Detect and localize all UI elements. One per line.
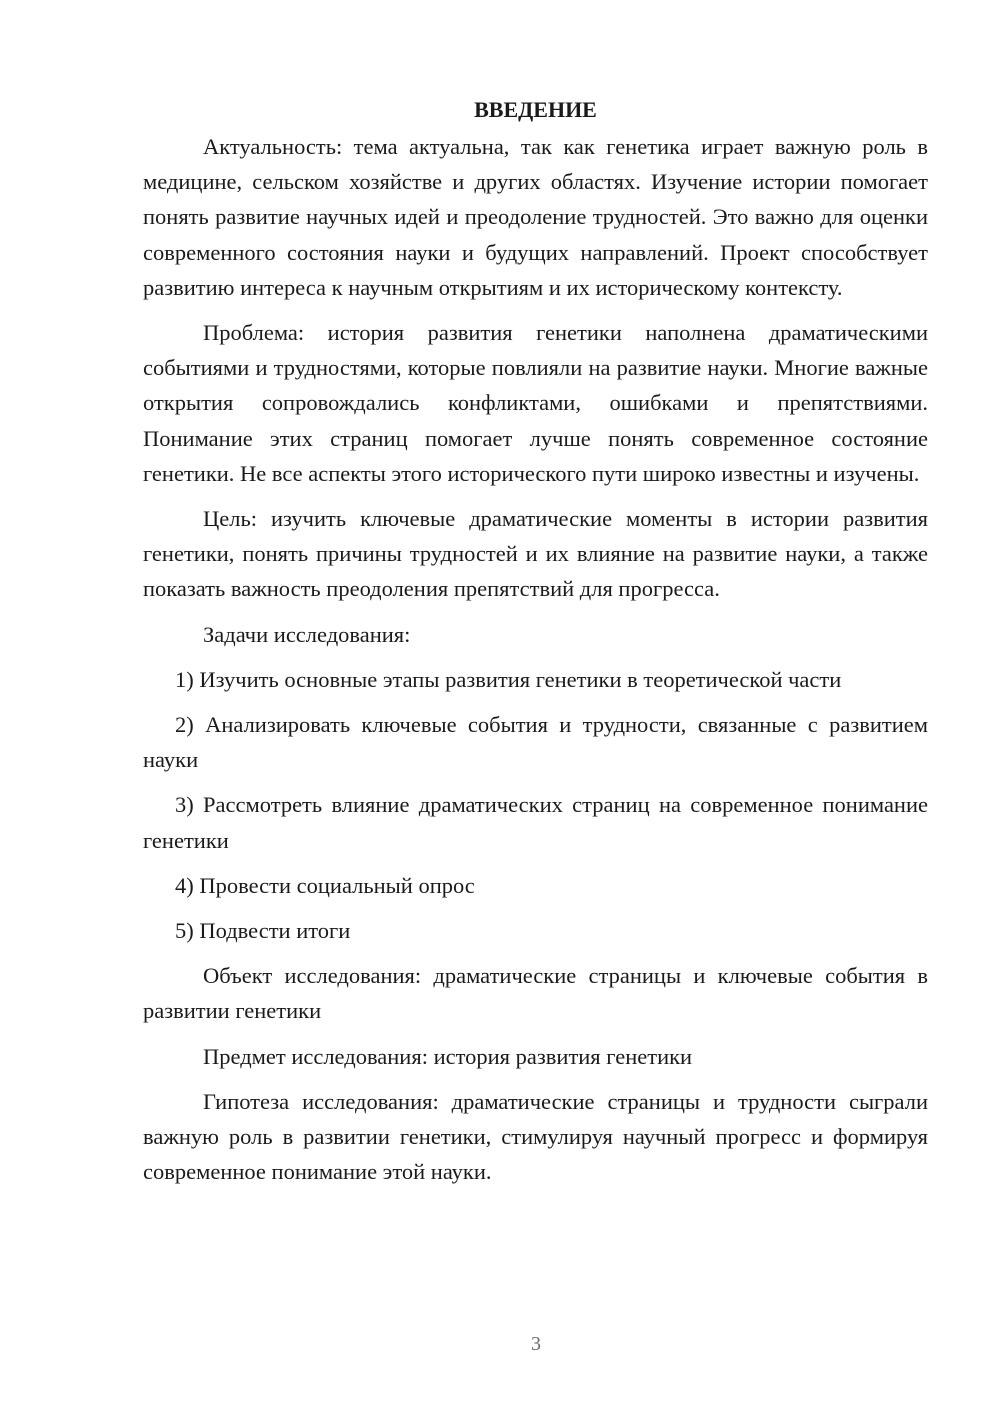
task-item-4: 4) Провести социальный опрос [175,872,475,898]
page-number: 3 [531,1333,541,1355]
document-page [143,92,928,1199]
tasks-heading: Задачи исследования: [203,621,411,647]
hypothesis-paragraph: Гипотеза исследования: драматические страницы и трудности сыграли важную роль в развитии генетики, стимулируя научный прогресс и формируя современное понимание этой науки. [143,1088,928,1185]
object-paragraph: Объект исследования: драматические страницы и ключевые события в развитии генетики [143,963,928,1024]
goal-paragraph: Цель: изучить ключевые драматические моменты в истории развития генетики, понять причины трудностей и их влияние на развитие науки, а также показать важность преодоления препятствий для прогресса. [143,506,928,602]
task-item-1: 1) Изучить основные этапы развития генетики в теоретической части [175,666,842,692]
section-title: ВВЕДЕНИЕ [474,97,597,122]
task-item-2: 2) Анализировать ключевые события и трудности, связанные с развитием науки [143,712,928,773]
task-item-5: 5) Подвести итоги [175,918,351,944]
task-item-3: 3) Рассмотреть влияние драматических страниц на современное понимание генетики [143,792,928,853]
relevance-paragraph: Актуальность: тема актуальна, так как генетика играет важную роль в медицине, сельском хозяйстве и других областях. Изучение истории помогает понять развитие научных идей и преодоление трудностей. Это важно для оценки современного состояния науки и будущих направлений. Проект способствует развитию интереса к научным открытиям и их историческому контексту. [143,134,928,300]
problem-paragraph: Проблема: история развития генетики наполнена драматическими событиями и трудностями, которые повлияли на развитие науки. Многие важные открытия сопровождались конфликтами, ошибками и препятствиями. Понимание этих страниц помогает лучше понять современное состояние генетики. Не все аспекты этого исторического пути широко известны и изучены. [143,320,928,486]
subject-paragraph: Предмет исследования: история развития генетики [203,1043,693,1069]
